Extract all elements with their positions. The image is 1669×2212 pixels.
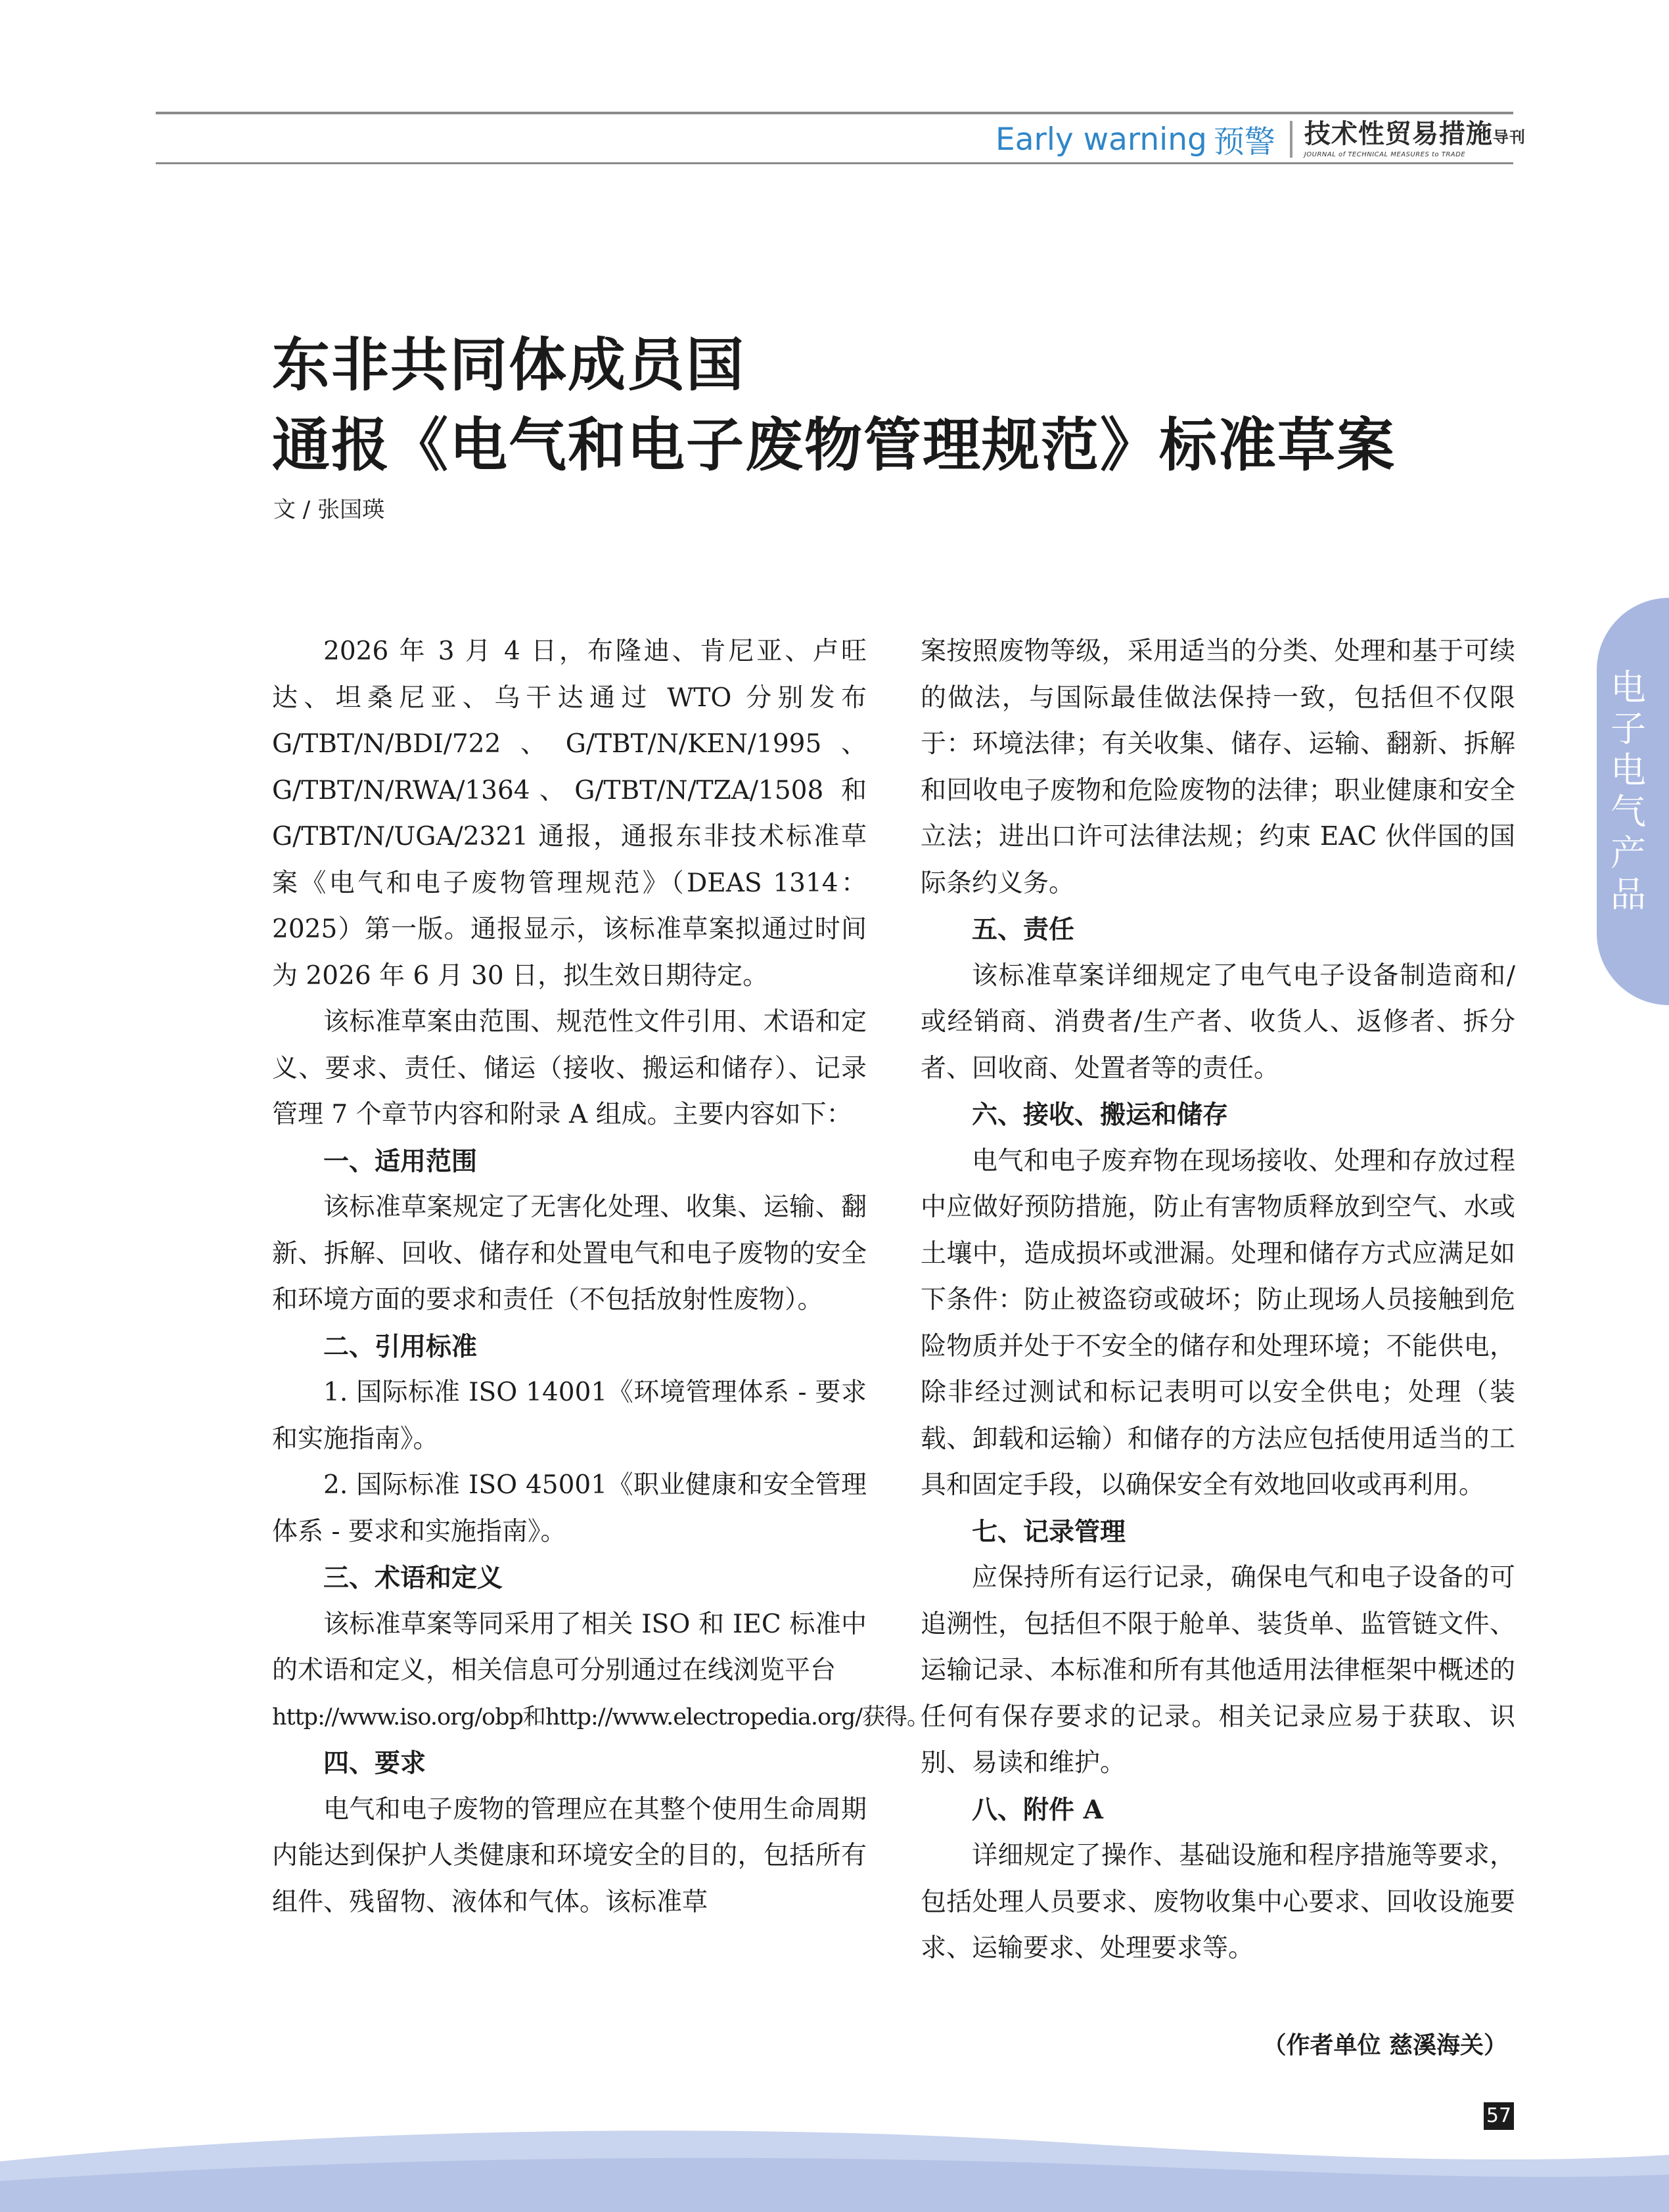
paragraph-handling: 电气和电子废弃物在现场接收、处理和存放过程中应做好预防措施，防止有害物质释放到空气、水或土壤中，造成损坏或泄漏。处理和储存方式应满足如下条件：防止被盗窃或破坏；防止现场人员接触到危险物质并处于不安全的储存和处理环境；不能供电，除非经过测试和标记表明可以安全供电；处理（装载、卸载和运输）和储存的方法应包括使用适当的工具和固定手段，以确保安全有效地回收或再利用。	[921, 1146, 1515, 1500]
paragraph-ref-1: 1. 国际标准 ISO 14001《环境管理体系 - 要求和实施指南》。	[272, 1378, 867, 1454]
side-tab-char: 品	[1611, 874, 1646, 915]
paragraph-intro: 2026 年 3 月 4 日，布隆迪、肯尼亚、卢旺达、坦桑尼亚、乌干达通过 WTO 分别发布 G/TBT/N/BDI/722、G/TBT/N/KEN/1995、G/TBT/N/RWA/1364、G/TBT/N/TZA/1508 和 G/TBT/N/UGA/2321 通报，通报东非技术标准草案《电气和电子废物管理规范》（DEAS 1314：2025）第一版。通报显示，该标准草案拟通过时间为 2026 年 6 月 30 日，拟生效日期待定。	[272, 637, 867, 991]
terms-urls: http://www.iso.org/obp和http://www.electropedia.org/获得。	[272, 1704, 930, 1730]
side-tab-char: 电	[1611, 750, 1646, 791]
heading-handling: 六、接收、搬运和储存	[972, 1100, 1229, 1130]
paragraph-requirements-part2: 案按照废物等级，采用适当的分类、处理和基于可续的做法，与国际最佳做法保持一致，包括但不仅限于：环境法律；有关收集、储存、运输、翻新、拆解和回收电子废物和危险废物的法律；职业健康和安全立法；进出口许可法律法规；约束 EAC 伙伴国的国际条约义务。	[921, 637, 1515, 898]
heading-terms: 三、术语和定义	[323, 1563, 503, 1593]
header-rule-bottom	[156, 162, 1513, 164]
journal-name-suffix: 导刊	[1492, 127, 1526, 147]
side-tab-label	[1609, 667, 1648, 915]
title-line-1: 东非共同体成员国	[272, 331, 746, 399]
side-tab-char: 电	[1611, 667, 1646, 708]
heading-requirements: 四、要求	[323, 1748, 426, 1778]
header-rule-top	[156, 112, 1513, 114]
paragraph-scope: 该标准草案规定了无害化处理、收集、运输、翻新、拆解、回收、储存和处置电气和电子废物的安全和环境方面的要求和责任（不包括放射性废物）。	[272, 1192, 867, 1315]
author-affiliation: （作者单位 慈溪海关）	[1262, 2032, 1507, 2059]
side-tab-char: 子	[1611, 708, 1646, 750]
running-header	[995, 118, 1526, 160]
paragraph-structure: 该标准草案由范围、规范性文件引用、术语和定义、要求、责任、储运（接收、搬运和储存）、记录管理 7 个章节内容和附录 A 组成。主要内容如下：	[272, 1007, 867, 1129]
paragraph-responsibility: 该标准草案详细规定了电气电子设备制造商和/或经销商、消费者/生产者、收货人、返修者、拆分者、回收商、处置者等的责任。	[921, 960, 1515, 1083]
body-column-right	[921, 629, 1515, 1972]
journal-logo	[1304, 120, 1526, 159]
header-divider	[1290, 121, 1292, 158]
heading-records: 七、记录管理	[972, 1516, 1126, 1547]
body-column-left	[272, 629, 930, 1926]
footer-wave	[0, 2102, 1669, 2212]
paragraph-terms: 该标准草案等同采用了相关 ISO 和 IEC 标准中的术语和定义，相关信息可分别通过在线浏览平台	[272, 1609, 867, 1685]
heading-scope: 一、适用范围	[323, 1146, 478, 1177]
section-label-en: Early warning	[995, 121, 1207, 158]
side-tab-char: 产	[1611, 832, 1646, 874]
heading-annex: 八、附件 A	[972, 1794, 1103, 1825]
title-line-2: 通报《电气和电子废物管理规范》标准草案	[272, 411, 1396, 479]
byline: 文 / 张国瑛	[273, 497, 385, 523]
journal-name-main: 技术性贸易措施	[1304, 118, 1493, 149]
heading-responsibility: 五、责任	[972, 914, 1075, 945]
journal-name-cn	[1304, 120, 1526, 151]
paragraph-records: 应保持所有运行记录，确保电气和电子设备的可追溯性，包括但不限于舱单、装货单、监管链文件、运输记录、本标准和所有其他适用法律框架中概述的任何有保存要求的记录。相关记录应易于获取、识别、易读和维护。	[921, 1563, 1515, 1778]
section-label-cn: 预警	[1213, 124, 1275, 160]
paragraph-ref-2: 2. 国际标准 ISO 45001《职业健康和安全管理体系 - 要求和实施指南》。	[272, 1470, 867, 1546]
page-number: 57	[1484, 2102, 1514, 2130]
side-tab-char: 气	[1611, 791, 1646, 832]
journal-name-en: JOURNAL of TECHNICAL MEASURES to TRADE	[1304, 150, 1466, 158]
heading-references: 二、引用标准	[323, 1331, 478, 1362]
paragraph-annex: 详细规定了操作、基础设施和程序措施等要求，包括处理人员要求、废物收集中心要求、回收设施要求、运输要求、处理要求等。	[921, 1841, 1515, 1963]
article-title	[272, 325, 1396, 485]
paragraph-requirements-part1: 电气和电子废物的管理应在其整个使用生命周期内能达到保护人类健康和环境安全的目的，包括所有组件、残留物、液体和气体。该标准草	[272, 1794, 867, 1917]
